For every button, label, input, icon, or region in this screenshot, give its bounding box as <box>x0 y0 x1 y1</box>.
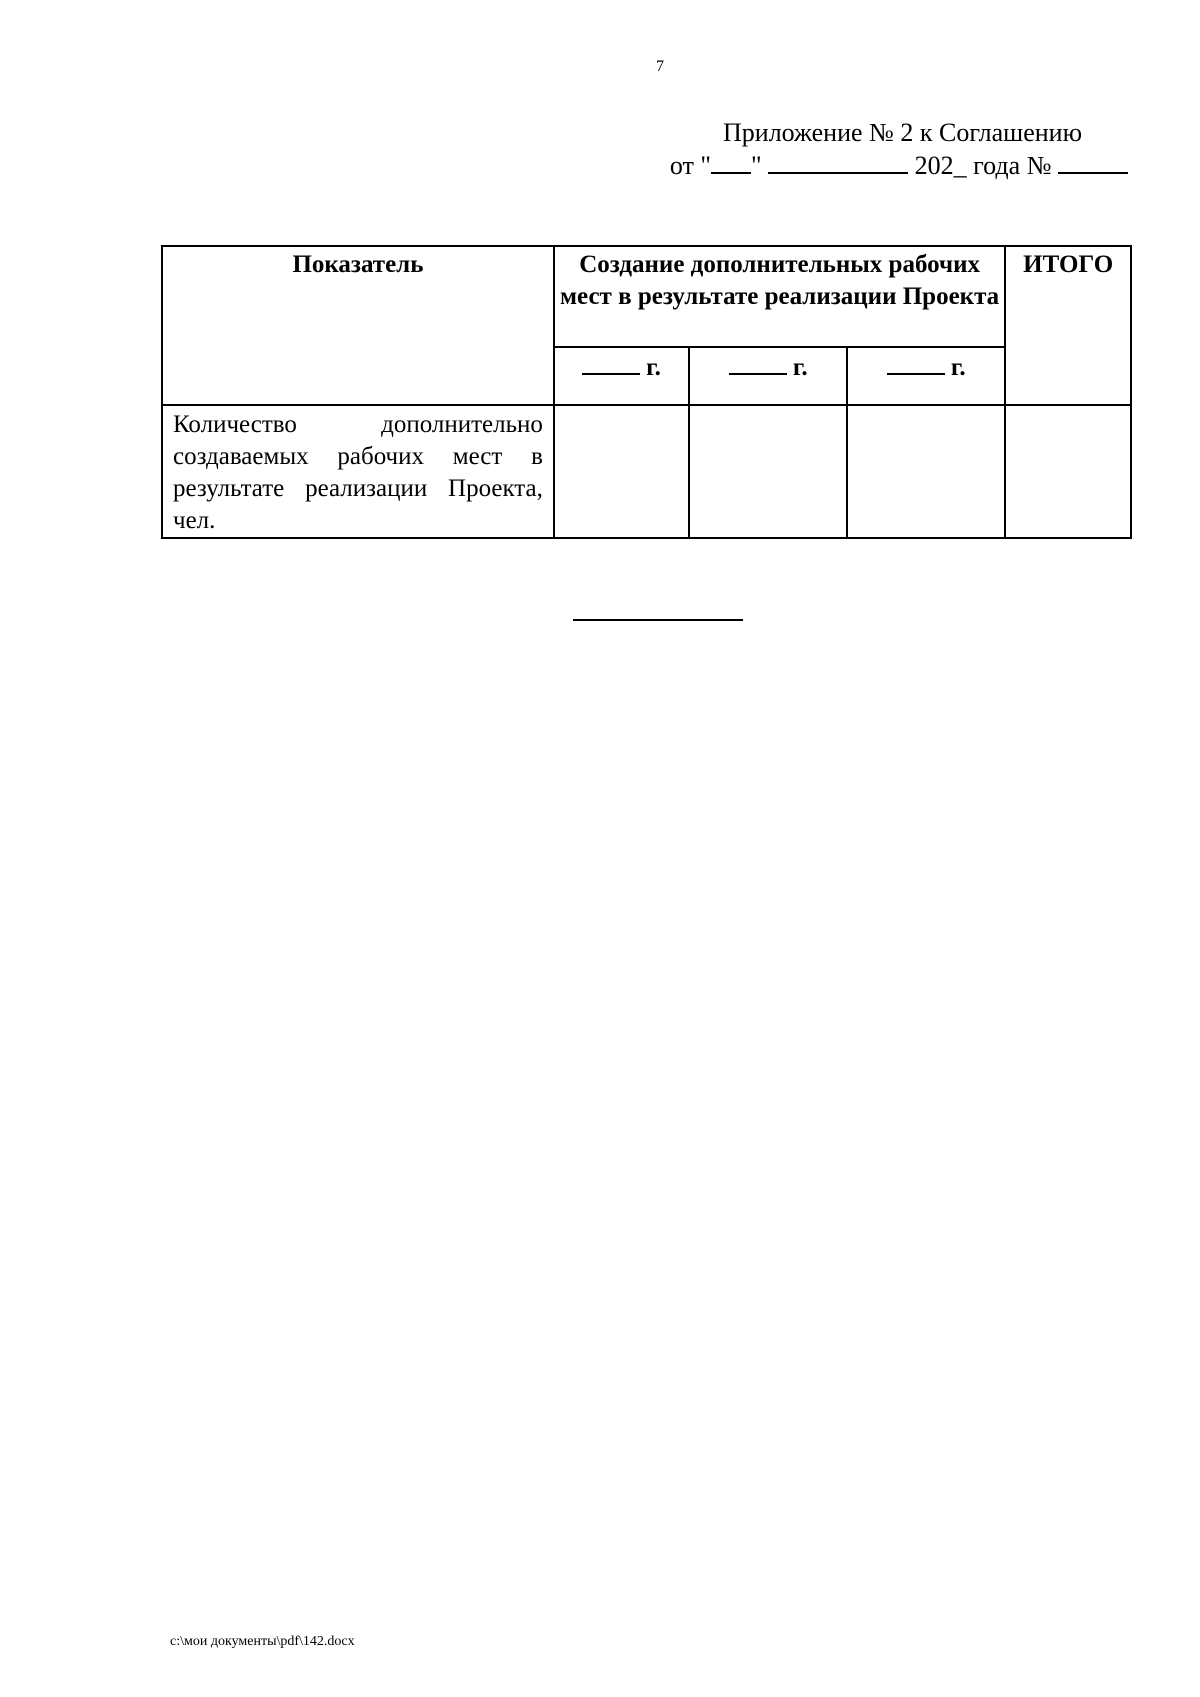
month-blank <box>768 150 908 174</box>
header-total: ИТОГО <box>1005 246 1131 405</box>
header-indicator: Показатель <box>162 246 554 405</box>
cell-year-1 <box>554 405 689 538</box>
year-blank <box>729 353 787 375</box>
cell-year-2 <box>689 405 847 538</box>
row-label: Количество дополнительно создаваемых рабочих мест в результате реализации Проекта, чел. <box>162 405 554 538</box>
table-row <box>162 405 1131 538</box>
year-suffix: г. <box>646 354 661 381</box>
year-blank <box>582 353 640 375</box>
year-suffix: г. <box>950 354 966 381</box>
number-blank <box>1058 150 1128 174</box>
header-group: Создание дополнительных рабочих мест в результате реализации Проекта <box>554 246 1005 347</box>
day-blank <box>711 150 751 174</box>
table-header-row <box>162 246 1131 347</box>
year-suffix: г. <box>792 354 808 381</box>
end-rule <box>573 619 743 621</box>
file-path: c:\мои документы\pdf\142.docx <box>170 1634 355 1649</box>
year-header-2 <box>689 347 847 405</box>
jobs-table <box>161 245 1132 539</box>
appendix-date-line <box>670 149 1128 182</box>
cell-year-3 <box>847 405 1005 538</box>
date-prefix: от " <box>669 151 712 180</box>
cell-total <box>1005 405 1131 538</box>
year-blank <box>887 353 945 375</box>
year-header-1 <box>554 347 689 405</box>
appendix-header <box>670 116 1128 182</box>
year-header-3 <box>847 347 1005 405</box>
appendix-title: Приложение № 2 к Соглашению <box>723 118 1082 147</box>
date-quote-close: " <box>751 151 762 180</box>
page-number: 7 <box>656 58 664 75</box>
year-text: 202_ года № <box>914 151 1052 180</box>
